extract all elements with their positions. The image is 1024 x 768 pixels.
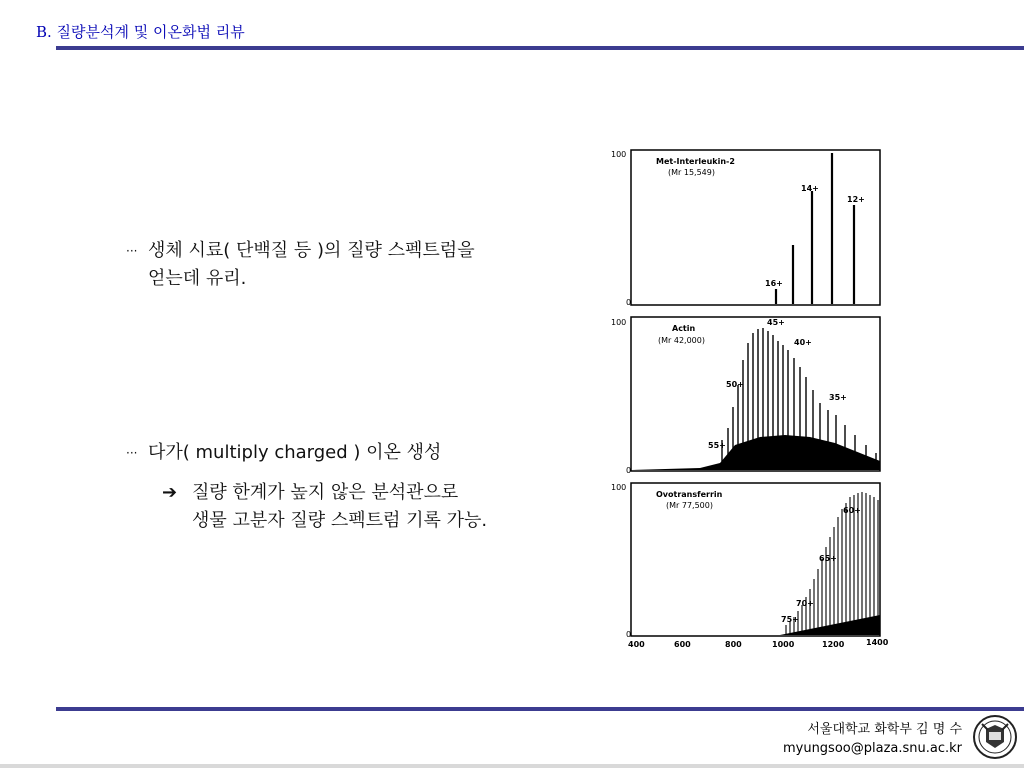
peak-label: 35+ — [829, 393, 847, 402]
x-tick-label: 600 — [674, 640, 691, 649]
bullet-marker: ··· — [126, 244, 138, 258]
panel-2-mass: (Mr 42,000) — [658, 336, 705, 345]
mass-spectra-figure — [610, 145, 895, 655]
peak-label: 70+ — [796, 599, 814, 608]
peak-label: 60+ — [843, 506, 861, 515]
bullet-line-1: 생체 시료( 단백질 등 )의 질량 스펙트럼을 — [148, 240, 475, 261]
peak-label: 14+ — [801, 184, 819, 193]
panel-1-mass: (Mr 15,549) — [668, 168, 715, 177]
y-axis-min-label: 0 — [626, 630, 632, 639]
peak-label: 40+ — [794, 338, 812, 347]
peak-label: 16+ — [765, 279, 783, 288]
y-axis-min-label: 0 — [626, 298, 632, 307]
x-tick-label: 800 — [725, 640, 742, 649]
x-tick-label: 1400 — [866, 638, 889, 647]
peak-label: 75+ — [781, 615, 799, 624]
y-axis-max-label: 100 — [611, 150, 627, 159]
arrow-icon: ➔ — [162, 482, 178, 503]
footer-institution: 서울대학교 화학부 김 명 수 — [807, 722, 962, 737]
x-axis-ticks — [628, 638, 889, 649]
x-tick-label: 1200 — [822, 640, 845, 649]
slide-title: B. 질량분석계 및 이온화법 리뷰 — [36, 23, 245, 41]
peak-label: 55+ — [708, 441, 726, 450]
peak-label: 65+ — [819, 554, 837, 563]
panel-2-name: Actin — [672, 324, 696, 333]
bullet-multiply-charged — [126, 439, 441, 467]
header-rule — [56, 46, 1024, 50]
panel-1-peaks — [776, 153, 854, 304]
panel-1-name: Met-Interleukin-2 — [656, 157, 735, 166]
sub-line-1: 질량 한계가 높지 않은 분석관으로 — [192, 482, 459, 503]
bottom-band — [0, 764, 1024, 768]
bullet-marker: ··· — [126, 446, 138, 460]
panel-3-mass: (Mr 77,500) — [666, 501, 713, 510]
sub-line-2: 생물 고분자 질량 스펙트럼 기록 가능. — [192, 510, 488, 531]
peak-label: 45+ — [767, 318, 785, 327]
footer-rule — [56, 707, 1024, 711]
footer-email: myungsoo@plaza.snu.ac.kr — [782, 741, 962, 756]
bullet-text: 다가( multiply charged ) 이온 생성 — [148, 442, 442, 463]
bullet-bio-samples — [126, 237, 475, 293]
y-axis-max-label: 100 — [611, 483, 627, 492]
university-seal-icon — [972, 714, 1018, 760]
sub-bullet-analyzer — [162, 479, 487, 535]
footer-credit — [783, 720, 962, 758]
y-axis-max-label: 100 — [611, 318, 627, 327]
peak-label: 50+ — [726, 380, 744, 389]
panel-3-peaks — [786, 492, 878, 635]
y-axis-min-label: 0 — [626, 466, 632, 475]
panel-3-name: Ovotransferrin — [656, 490, 723, 499]
x-tick-label: 1000 — [772, 640, 795, 649]
panel-2-envelope — [632, 435, 880, 470]
x-tick-label: 400 — [628, 640, 645, 649]
bullet-line-2: 얻는데 유리. — [148, 268, 247, 289]
peak-label: 12+ — [847, 195, 865, 204]
